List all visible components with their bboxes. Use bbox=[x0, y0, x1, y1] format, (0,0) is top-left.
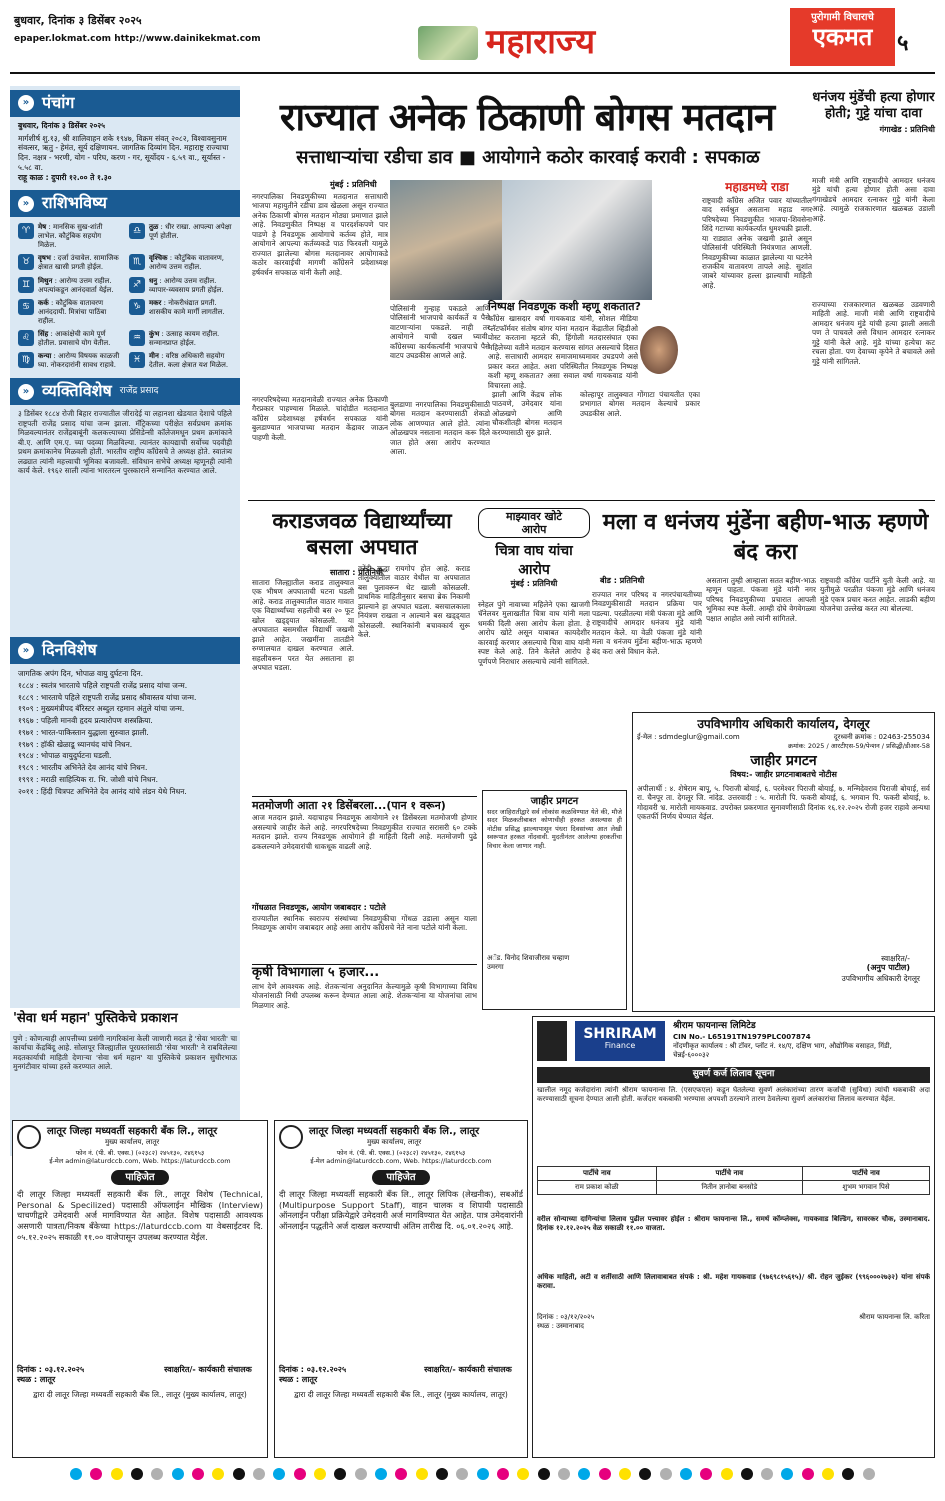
latur-office: मुख्य कार्यालय, लातूर bbox=[366, 1138, 422, 1146]
rashi-entry: धनु : आरोग्य उत्तम राहील. व्यापार-व्यवसाय प्रगती होईल. bbox=[149, 276, 224, 294]
latur-footer-row bbox=[17, 1365, 263, 1386]
zodiac-icon: ♉ bbox=[18, 254, 34, 270]
panchang-date: बुधवार, दिनांक ३ डिसेंबर २०२५ bbox=[18, 120, 106, 130]
matmojani-title: मतमोजणी आता २१ डिसेंबरला...(पान १ वरून) bbox=[252, 796, 477, 813]
list-item: २०११ : हिंदी चित्रपट अभिनेते देव आनंद यांचे लंडन येथे निधन. bbox=[18, 786, 187, 796]
registration-dot bbox=[192, 1468, 204, 1480]
print-registration-marks bbox=[70, 1468, 875, 1482]
nishpaksh-title: निष्पक्ष निवडणूक कशी म्हणू शकतात? bbox=[488, 300, 641, 313]
registration-dot bbox=[700, 1468, 712, 1480]
lead-col-1b: नगरपरिषदेच्या मतदानावेळी राज्यात अनेक ठिकाणी गैरप्रकार पाहण्यास मिळाले. चांदोडीत मतदानात काँग्रेस प्रदेशाध्यक्ष हर्षवर्धन सपकाळ यांनी बुलडाण्यात भाजपाच्या मतदान केंद्रावर जाऊन पाहणी केली. bbox=[252, 395, 388, 442]
dinvishesh-heading bbox=[10, 637, 240, 664]
shriram-contact: अधिक माहिती, अटी व शर्तीसाठी आणि लिलावाबाबत संपर्क : श्री. महेश गायकवाड (९७६९८१५६१५)/ श्री. रोहन जुईकर (९९६०००२७३२) यांना संपर्क करावा. bbox=[537, 1272, 930, 1290]
registration-dot bbox=[375, 1468, 387, 1480]
evm-photo bbox=[502, 180, 652, 300]
shriram-name-cell: नितीन ज्ञानोबा बनसोडे bbox=[656, 1180, 802, 1194]
rashi-text: धीर राखा. आपल्या अपेक्षा पूर्ण होतील. bbox=[149, 223, 232, 241]
registration-dot bbox=[863, 1468, 875, 1480]
rashi-item bbox=[18, 223, 121, 250]
rashi-item bbox=[129, 330, 232, 348]
list-item: १९८९ : भारतीय अभिनेते देव आनंद यांचे निधन. bbox=[18, 763, 148, 772]
section-title: महाराज्य bbox=[486, 22, 596, 62]
chitra-title: चित्रा वाघ यांचा आरोप bbox=[495, 543, 573, 578]
rashi-item bbox=[129, 254, 232, 272]
shriram-company-info bbox=[673, 1021, 930, 1061]
page-number: ५ bbox=[897, 31, 909, 56]
zodiac-icon: ♑ bbox=[129, 299, 145, 315]
rashi-name: तुळ bbox=[149, 223, 159, 232]
registration-dot bbox=[619, 1468, 631, 1480]
rashi-name: सिंह bbox=[38, 330, 49, 339]
rashi-entry: कुंभ : उत्साह कायम राहील. सन्मानप्राप्त होईल. bbox=[149, 330, 220, 348]
registration-dot bbox=[111, 1468, 123, 1480]
karad-dateline: सातारा : प्रतिनिधी bbox=[330, 568, 383, 577]
zodiac-icon: ♍ bbox=[18, 352, 34, 368]
shriram-logo-text: SHRIRAM bbox=[583, 1026, 657, 1042]
arrow-icon: » bbox=[18, 643, 34, 659]
vyakti-heading bbox=[10, 378, 240, 405]
shriram-logo bbox=[575, 1021, 665, 1061]
rashi-name: धनु bbox=[149, 276, 158, 285]
shriram-name-cell: शुभम भगवान पिसे bbox=[802, 1180, 929, 1194]
registration-dot bbox=[90, 1468, 102, 1480]
dhananjay-text-2: राज्याच्या राजकारणात खळबळ उडवणारी माहिती आहे. माजी मंत्री आणि राष्ट्रवादीचे आमदार धनंजय मुंडे यांची हत्या झाली असती पण ते पाचवले असे विधान आमदार रत्नाकर गुट्टे यांनी केले आहे. मुंडे यांच्या हत्येचा कट रचला होता. पण देवाच्या कृपेने ते बचावले असे गुट्टे यांनी सांगितले. bbox=[812, 300, 935, 366]
matmojani-text-2: राज्यातील स्थानिक स्वराज्य संस्थांच्या निवडणुकीचा गोंधळ उडाला असून याला निवडणूक आयोग जबाबदार आहे असा आरोप काँग्रेसचे नेते नाना पटोले यांनी केला. bbox=[252, 913, 477, 933]
bahin-dateline: बीड : प्रतिनिधी bbox=[600, 576, 645, 585]
deglur-office: उपविभागीय अधिकारी कार्यालय, देगलूर bbox=[697, 717, 870, 731]
karad-text-2: कोंडी सुद्धा रायगोप होत आहे. कराड तालुक्यातील वाठार येथील या अपघातात बस पुलावरून थेट खाली कोसळली. प्राथमिक माहितीनुसार बसचा ब्रेक निकामी झाल्याने हा अपघात घडला. बसचालकाला नियंत्रण राखता न आल्याने बस खड्ड्यात कोसळली. स्थानिकांनी बचावकार्य सुरू केले. bbox=[358, 564, 470, 640]
registration-dot bbox=[395, 1468, 407, 1480]
brand-name: एकमत bbox=[812, 23, 873, 51]
karad-headline: कराडजवळ विद्यार्थ्यांच्या बसला अपघात bbox=[272, 509, 452, 560]
bahin-headline: मला व धनंजय मुंडेंना बहीण-भाऊ म्हणणे बंद करा bbox=[602, 510, 929, 565]
registration-dot bbox=[477, 1468, 489, 1480]
deglur-designation: उपविभागीय अधिकारी देगलूर bbox=[841, 973, 920, 983]
dhananjay-text: माजी मंत्री आणि राष्ट्रवादीचे आमदार धनंजय मुंडे यांची हत्या होणार होती असा दावा गंगाखेडचे आमदार रत्नाकर गुट्टे यांनी केला आहे. त्यामुळे राजकारणात खळबळ उडाली आहे. bbox=[812, 176, 935, 223]
shriram-logo-sub: Finance bbox=[604, 1041, 636, 1051]
rashi-text: कौटुंबिक वातावरण आनंददायी. मित्रांचा पाठिंबा राहील. bbox=[38, 298, 107, 325]
panchang-text: मार्गशीर्ष शु.१३, श्री शालिवाहन शके १९४७, विक्रम संवत् २०८२, विश्वावसुनाम संवत्सर, ऋतु - हेमंत, सूर्य दक्षिणायन. जागतिक दिव्यांग दिन. महाराष्ट्र राज्याचा दिन. नक्षत्र - भरणी, योग - परिघ, करण - गर, सूर्योदय - ६.५९ वा., सूर्यास्त - ५.५८ वा. bbox=[18, 133, 229, 172]
registration-dot bbox=[660, 1468, 672, 1480]
registration-dot bbox=[578, 1468, 590, 1480]
rashi-heading bbox=[10, 190, 240, 217]
zodiac-icon: ♏ bbox=[129, 254, 145, 270]
gaikwad-photo bbox=[640, 326, 678, 374]
rashi-item bbox=[129, 223, 232, 250]
header-date: बुधवार, दिनांक ३ डिसेंबर २०२५ bbox=[14, 14, 142, 27]
latur-bank-name: लातूर जिल्हा मध्यवर्ती सहकारी बँक लि., लातूर bbox=[309, 1126, 480, 1137]
shriram-auction-text: वरील सोन्याच्या दागिन्यांचा लिलाव पुढील पत्त्यावर होईल : श्रीराम फायनान्स लि., समर्थ कॉम्प्लेक्स, गायकवाड बिल्डिंग, सावरकर चौक, उस्मानाबाद. दिनांक १२.१२.२०२५ वेळ सकाळी ११.०० वाजता. bbox=[537, 1214, 930, 1232]
arrow-icon: » bbox=[18, 384, 34, 400]
nishpaksh-text: काँग्रेस खासदार वर्षा गायकवाड यांनी, सोशल मीडिया प्लॅटफॉर्मवर संतोष बांगर यांना मतदान केंद्रातील व्हिडीओ पोस्ट करताना म्हटले की, हिंगोली मतदारसंघात एका महिलेच्या वतीने मतदान करण्यास सांगत असल्याचे दिसत आहे. सत्ताधारी आमदार समाजमाध्यमावर उघडपणे असे प्रकार करत आहेत. अशा परिस्थितीत निवडणूक निष्पक्ष कशी म्हणू शकतात? असा सवाल वर्षा गायकवाड यांनी विचारला आहे. bbox=[488, 314, 638, 390]
shriram-text: खालील नमूद कर्जदारांना त्यांनी श्रीराम फायनान्स लि. (एसएफएल) कडून घेतलेल्या सुवर्ण अलंकारांच्या तारण कर्जाची (सुविधा) त्यांची थकबाकी अदा करण्यासाठी सूचना देण्यात आली होती. कर्जदार थकबाकी भरण्यास अपयशी ठरल्याने तारण ठेवलेल्या सुवर्ण अलंकारांचा लिलाव करण्यात येईल. bbox=[537, 1085, 930, 1103]
rashi-entry: कर्क : कौटुंबिक वातावरण आनंददायी. मित्रांचा पाठिंबा राहील. bbox=[38, 298, 107, 325]
shriram-name-cell: राम प्रकाश कोळी bbox=[538, 1180, 657, 1194]
shriram-col-header: पार्टीचे नाव bbox=[802, 1166, 929, 1180]
krushi-text: लाभ देणे आवश्यक आहे. शेतकऱ्यांना अनुदानित केल्यामुळे कृषी विभागाच्या विविध योजनांसाठी निधी उपलब्ध करून देण्यात आला आहे. शेतकऱ्यांना या योजनांचा लाभ मिळणार आहे. bbox=[252, 981, 477, 1010]
arrow-icon: » bbox=[18, 196, 34, 212]
lead-col-1: नगरपालिका निवडणुकीच्या मतदानात सत्ताधारी भाजपा महायुतीने रडीचा डाव खेळला असून राज्यात अनेक ठिकाणी बोगस मतदान मोठ्या प्रमाणात झाले आहे. निवडणुकीत निष्पक्ष व पारदर्शकपणे पार पाडणे हे निवडणूक आयोगाचे कर्तव्य होते, मात्र आयोगाने आपल्या कर्तव्यकडे पाठ फिरवली यामुळे राज्यात झालेल्या बोगस मतदानावर आयोगाकडे कठोर कारवाईची मागणी काँग्रेसने प्रदेशाध्यक्ष हर्षवर्धन सपकाळ यांनी केली आहे. bbox=[252, 192, 388, 277]
shriram-table bbox=[537, 1166, 930, 1195]
rashi-item bbox=[18, 352, 121, 370]
registration-dot bbox=[456, 1468, 468, 1480]
zodiac-icon: ♎ bbox=[129, 223, 145, 239]
rashi-entry: मेष : मानसिक सुख-शांती लाभेल. कौटुंबिक सहयोग मिळेल. bbox=[38, 223, 103, 250]
list-item: १९६७ : पहिली मानवी हृदय प्रत्यारोपण शस्त्रक्रिया. bbox=[18, 716, 153, 725]
rashi-name: मकर bbox=[149, 298, 162, 307]
dinvishesh-list bbox=[10, 664, 240, 801]
mahad-title: महाडमध्ये राडा bbox=[725, 180, 789, 194]
panchang-title: पंचांग bbox=[42, 93, 75, 112]
maharashtra-map-image bbox=[418, 26, 478, 60]
latur-sign: स्वाक्षरित/- कार्यकारी संचालक bbox=[424, 1364, 512, 1374]
registration-dot bbox=[314, 1468, 326, 1480]
bahin-text-2: असताना तुम्ही आम्हाला सतत बहीण-भाऊ म्हणून पाहता. पंकजा मुंडे यांनी नगर परिषद निवडणुकीच्या प्रचारात आपली भूमिका स्पष्ट केली. आम्ही दोघे वेगवेगळ्या पक्षात आहोत असे त्यांनी सांगितले. bbox=[706, 576, 816, 623]
mahad-box bbox=[702, 180, 812, 500]
shriram-date: दिनांक : ०३/१२/२०२५ bbox=[537, 1312, 595, 1321]
rashi-item bbox=[18, 254, 121, 272]
registration-dot bbox=[70, 1468, 82, 1480]
bahin-text-3: राष्ट्रवादी काँग्रेस पार्टीने युती केली आहे. या युतीमुळे परळीत पंकजा मुंडे आणि धनंजय मुंडे एकत्र प्रचार करत आहेत. लाडकी बहीण योजनेचा उल्लेख करत त्या बोलल्या. bbox=[820, 576, 935, 614]
jahir-sign: अॅड. विनोद शिवाजीराव चव्हाण bbox=[487, 954, 570, 962]
latur-bank-name: लातूर जिल्हा मध्यवर्ती सहकारी बँक लि., लातूर bbox=[47, 1126, 218, 1137]
rashi-item bbox=[129, 352, 232, 370]
zodiac-icon: ♓ bbox=[129, 352, 145, 368]
shriram-cin: CIN No.- L65191TN1979PLC007874 bbox=[673, 1032, 811, 1041]
registration-dot bbox=[497, 1468, 509, 1480]
latur-footer: द्वारा दी लातूर जिल्हा मध्यवर्ती सहकारी बँक लि., लातूर (मुख्य कार्यालय, लातूर) bbox=[33, 1389, 247, 1399]
deglur-signer: (अनुप पाटील) bbox=[866, 963, 910, 973]
shriram-address: नोंदणीकृत कार्यालय : श्री टॉवर, प्लॉट नं. १४/ए, दक्षिण भाग, औद्योगिक वसाहत, गिंडी, चेन्नई-६०००३२ bbox=[673, 1041, 892, 1059]
registration-dot bbox=[741, 1468, 753, 1480]
zodiac-icon: ♒ bbox=[129, 330, 145, 346]
registration-dot bbox=[822, 1468, 834, 1480]
lead-subheadline: सत्ताधाऱ्यांचा रडीचा डाव ■ आयोगाने कठोर कारवाई करावी : सपकाळ bbox=[296, 147, 760, 168]
latur-place: स्थळ : लातूर bbox=[17, 1375, 56, 1385]
zodiac-icon: ♌ bbox=[18, 330, 34, 346]
mahad-text: राष्ट्रवादी काँग्रेस अजित पवार यांच्यातील वाद सर्वश्रुत असताना महाड नगर परिषदेच्या निवडणुकीत भाजपा-शिवसेना शिंदे गटाच्या कार्यकर्त्यांत धुमश्चक्री झाली. या राड्यात अनेक जखमी झाले असून पोलिसांनी परिस्थिती नियंत्रणात आणली. निवडणुकीच्या काळात झालेल्या या घटनेने राजकीय वातावरण तापले आहे. सुशांत जाबरे यांच्यावर हल्ला झाल्याची माहिती आहे. bbox=[702, 195, 812, 290]
registration-dot bbox=[781, 1468, 793, 1480]
latur-banner: पाहिजेत bbox=[372, 1170, 429, 1185]
latur-text: दी लातूर जिल्हा मध्यवर्ती सहकारी बँक लि., लातूर लिपिक (लेखनीक), सबऑर्ड (Multipurpose Support Staff), वाहन चालक व शिपायी पदासाठी ऑनलाईन परीक्षा प्रक्रियेद्वारे उमेदवारी अर्ज मागविण्यात येत आहेत. पात्र उमेदवारांनी ऑनलाईन पद्धतीने अर्ज दाखल करण्याची अंतिम तारीख दि. ०६.०१.२०२६ आहे. bbox=[279, 1188, 523, 1231]
sidebar bbox=[10, 86, 240, 1156]
shriram-footer bbox=[537, 1313, 930, 1331]
zodiac-icon: ♊ bbox=[18, 277, 34, 293]
latur-sign: स्वाक्षरित/- कार्यकारी संचालक bbox=[164, 1364, 252, 1374]
registration-dot bbox=[172, 1468, 184, 1480]
jahir-pragatan-ad bbox=[482, 790, 627, 1010]
lead-dateline: मुंबई : प्रतिनिधी bbox=[330, 180, 377, 189]
bank-logo-icon bbox=[17, 1125, 41, 1149]
bank-logo-icon bbox=[279, 1125, 303, 1149]
rashi-name: कन्या bbox=[38, 352, 52, 361]
rashi-entry: सिंह : आकांक्षेची कामे पूर्ण होतील. प्रवासाचे योग येतील. bbox=[38, 330, 111, 348]
list-item: १९८४ : भोपाळ वायुदुर्घटना घडली. bbox=[18, 751, 112, 761]
chitra-box bbox=[478, 508, 590, 589]
deglur-text: अपीलार्थी : ४. शेषेराम बापू, ५. पिराजी बोयाई, ६. परमेश्वर पिराजी बोयाई, ७. मन्मिदेवराव पिराजी बोयाई, सर्व रा. चैनपूर ता. देगलूर जि. नांदेड. उत्तरवादी : ५. मारोती पि. फकरी बोयाई, ६. भगवान पि. फकरी बोयाई, ७. गोदावरी भ्र. मारोती मायकवाड. उपरोक्त प्रकरणात सुनावणीसाठी दिनांक १६.१२.२०२५ रोजी हजर राहावे अन्यथा एकतर्फी निर्णय घेण्यात येईल. bbox=[637, 783, 930, 822]
shriram-header bbox=[537, 1021, 930, 1061]
registration-dot bbox=[802, 1468, 814, 1480]
chitra-banner: माझ्यावर खोटे आरोप bbox=[478, 508, 590, 538]
latur-banner: पाहिजेत bbox=[111, 1170, 168, 1185]
deglur-ref: क्रमांक: 2025 / आरटीएस-59/पेन्शन / प्रसिद्धी/डीआर-58 bbox=[788, 741, 930, 750]
zodiac-icon: ♋ bbox=[18, 299, 34, 315]
rashi-entry: मीन : वरिष्ठ अधिकारी सहयोग देतील. कला क्षेत्रात यश मिळेल. bbox=[149, 352, 229, 370]
rashi-name: कर्क bbox=[38, 298, 49, 307]
rashi-item bbox=[129, 277, 232, 295]
rashi-item bbox=[129, 299, 232, 326]
dhananjay-article bbox=[812, 90, 935, 136]
dinvishesh-title: दिनविशेष bbox=[42, 640, 97, 660]
rashi-text: आरोग्य उत्तम राहील. व्यापार-व्यवसाय प्रगती होईल. bbox=[149, 276, 224, 294]
registration-dot bbox=[639, 1468, 651, 1480]
chitra-text: स्नेहल पुंगे नावाच्या महिलेने एका खाजगी चॅनेलवर मुलाखतीत चित्रा वाघ यांनी मला धमकी दिली असा आरोप केला होता. हे आरोप खोटे असून याबाबत कायदेशीर कारवाई करणार असल्याचे चित्रा वाघ यांनी स्पष्ट केले आहे. तिने केलेले आरोप हे पूर्णपणे निराधार असल्याचे त्यांनी सांगितले. bbox=[478, 600, 590, 666]
section-rule bbox=[248, 500, 935, 501]
lead-col-2b: बुलडाणा नगरपालिका निवडणुकीसाठी बोगस मतदान करण्यासाठी शेकडो लोक आणण्यात आले होते. त्यांना ओळखपत्र नसताना मतदान करू दिले जात होते असा आरोप करण्यात आला. bbox=[390, 400, 490, 457]
krushi-title: कृषी विभागाला ५ हजार... bbox=[252, 964, 477, 982]
vyakti-name: राजेंद्र प्रसाद bbox=[119, 385, 159, 396]
shriram-col-header: पार्टीचे नाव bbox=[538, 1166, 657, 1180]
rashi-text: कौटुंबिक वातावरण, आरोग्य उत्तम राहील. bbox=[149, 254, 225, 272]
vyakti-title: व्यक्तिविशेष bbox=[42, 381, 112, 401]
registration-dot bbox=[416, 1468, 428, 1480]
rashi-text: उत्साह कायम राहील. सन्मानप्राप्त होईल. bbox=[149, 330, 220, 348]
rashi-entry: वृश्चिक : कौटुंबिक वातावरण, आरोग्य उत्तम राहील. bbox=[149, 254, 225, 272]
matmojani-article bbox=[252, 796, 477, 1022]
deglur-subject: विषय:- जाहीर प्रगटनाबाबतचे नोटीस bbox=[730, 770, 837, 780]
rashi-item bbox=[18, 299, 121, 326]
deglur-email: ई-मेल : sdmdeglur@gmail.com bbox=[637, 732, 740, 741]
nishpaksh-col-a: झाली आणि केंद्रच लोक पाठवणे, उमेदवार यांना ओळखणे आणि चौकशीतही बोगस मतदान करण्यासाठी सुरु झाले. bbox=[492, 390, 562, 437]
vyakti-text: ३ डिसेंबर १८८४ रोजी बिहार राज्यातील जीरादेई या लहानशा खेडयात देशाचे पहिले राष्ट्रपती राजेंद्र प्रसाद यांचा जन्म झाला. मॅट्रिकच्या परीक्षेत सर्वप्रथम क्रमांक मिळवल्यानंतर राजेंद्रबाबूंनी कलकत्त्याच्या प्रेसिडेन्सी कॉलेजमधून प्रथम क्रमांकाने बी.ए. आणि एम.ए. च्या पदव्या मिळविल्या. त्यानंतर कायद्याची सर्वोच्च पदवीही प्रथम क्रमांकानेच मिळवली होती. भारतीय राष्ट्रीय काँग्रेसचे ते अध्यक्ष होते. स्वातंत्र्य लढ्यात त्यांनी महत्त्वाची भूमिका बजावली. संविधान सभेचे अध्यक्ष म्हणूनही त्यांनी कार्य केले. १९६२ साली त्यांना भारतरत्न पुरस्काराने सन्मानित करण्यात आले. bbox=[18, 409, 232, 476]
latur-phone: फोन नं. (पी. बी. एक्स.) (०२३८२) २४५१३०, २४६१५३ bbox=[75, 1149, 205, 1157]
registration-dot bbox=[253, 1468, 265, 1480]
zodiac-icon: ♐ bbox=[129, 277, 145, 293]
list-item: १९९१ : मराठी साहित्यिक रा. भि. जोशी यांचे निधन. bbox=[18, 774, 159, 784]
rashi-item bbox=[18, 330, 121, 348]
registration-dot bbox=[680, 1468, 692, 1480]
rashi-name: कुंभ bbox=[149, 330, 160, 339]
deglur-phone: दूरध्वनी क्रमांक : 02463-255034 bbox=[833, 732, 930, 741]
list-item: १८८९ : भारताचे पहिले राष्ट्रपती राजेंद्र प्रसाद श्रीवास्तव यांचा जन्म. bbox=[18, 692, 197, 702]
table-row bbox=[538, 1180, 930, 1194]
shriram-sign: श्रीराम फायनान्स लि. करिता bbox=[859, 1312, 930, 1321]
latur-phone: फोन नं. (पी. बी. एक्स.) (०२३८२) २४५१३०, २४६१५३ bbox=[336, 1149, 466, 1157]
shriram-table-header bbox=[538, 1166, 930, 1180]
latur-place: स्थळ : लातूर bbox=[279, 1375, 318, 1385]
rashi-name: वृषभ bbox=[38, 254, 51, 263]
rashi-entry: तुळ : धीर राखा. आपल्या अपेक्षा पूर्ण होतील. bbox=[149, 223, 232, 241]
latur-email: ई-मेल admin@laturdccb.com, Web. https://laturdccb.com bbox=[49, 1157, 231, 1166]
latur-footer-row bbox=[279, 1365, 523, 1386]
brand-tagline: पुरोगामी विचाराचे bbox=[811, 12, 874, 23]
latur-text: दी लातूर जिल्हा मध्यवर्ती सहकारी बँक लि., लातूर विशेष (Technical, Personal & Specilized) पदासाठी ऑफलाईन मौखिक (Interview) चाचणीद्वारे उमेदवारी अर्ज मागविण्यात येत आहेत. विशेष पदासाठी आवश्यक असणारी पात्रता/निकष बँकेच्या https://laturdccb.com या वेबसाईटवर दि. ०५.१२.२०२५ सकाळी ११.०० वाजेपासून उपलब्ध करण्यात येईल. bbox=[17, 1188, 263, 1242]
list-item: १८८४ : स्वतंत्र भारताचे पहिले राष्ट्रपती राजेंद्र प्रसाद यांचा जन्म. bbox=[18, 680, 188, 690]
registration-dot bbox=[721, 1468, 733, 1480]
shriram-auction-ad bbox=[532, 1016, 935, 1458]
latur-bank-ad-2 bbox=[274, 1120, 528, 1458]
brand-logo bbox=[790, 8, 895, 66]
latur-email: ई-मेल admin@laturdccb.com, Web. https://laturdccb.com bbox=[310, 1157, 492, 1166]
rashi-text: वरिष्ठ अधिकारी सहयोग देतील. कला क्षेत्रात यश मिळेल. bbox=[149, 352, 229, 370]
rashi-title: राशिभविष्य bbox=[42, 193, 107, 213]
dhananjay-title: धनंजय मुंडेंची हत्या होणार होती; गुट्टे यांचा दावा bbox=[812, 90, 935, 121]
registration-dot bbox=[334, 1468, 346, 1480]
registration-dot bbox=[151, 1468, 163, 1480]
karad-text: सातारा जिल्ह्यातील कराड तालुक्यात एक भीषण अपघाताची घटना घडली आहे. कराड तालुक्यातील वाठार गावात एक विद्यार्थ्यांच्या सहलीची बस २० फूट खोल खड्ड्यात कोसळली. या अपघातात बसमधील विद्यार्थी जखमी झाले आहेत. जखमींना तातडीने रुग्णालयात दाखल करण्यात आले. सहलीवरून परत येत असताना हा अपघात घडला. bbox=[252, 578, 354, 673]
registration-dot bbox=[355, 1468, 367, 1480]
rashi-text: आकांक्षेची कामे पूर्ण होतील. प्रवासाचे योग येतील. bbox=[38, 330, 111, 348]
shriram-notice-title: सुवर्ण कर्ज लिलाव सूचना bbox=[537, 1067, 930, 1083]
shriram-company: श्रीराम फायनान्स लिमिटेड bbox=[673, 1021, 756, 1031]
deglur-sign: स्वाक्षरित/- bbox=[881, 953, 910, 963]
shriram-col-header: पार्टीचे नाव bbox=[656, 1166, 802, 1180]
rashi-item bbox=[18, 277, 121, 295]
seva-text: पुणे : कोणत्याही आपत्तीच्या प्रसंगी नागरिकांना केली जाणारी मदत हे 'सेवा भारती' चा कार्याचा केंद्रबिंदू आहे. सोलापूर जिल्ह्यातील पूरग्रस्तांसाठी 'सेवा भारती' ने राबविलेल्या मदतकार्याची माहिती देणाऱ्या 'सेवा धर्म महान' या पुस्तिकेचे प्रकाशन सुधीरभाऊ मुनगंटीवार यांच्या हस्ते करण्यात आले. bbox=[13, 1033, 237, 1072]
panchang-body bbox=[10, 117, 240, 187]
registration-dot bbox=[212, 1468, 224, 1480]
panchang-rahu: राहू काळ : दुपारी १२.०० ते १.३० bbox=[18, 172, 112, 182]
registration-dot bbox=[436, 1468, 448, 1480]
deglur-notice-ad bbox=[632, 712, 935, 1012]
matmojani-text: आज मतदान झाले. यदाचाहच निवडणूक आयोगाने २१ डिसेंबरला मतमोजणी होणार असल्याचे जाहीर केले आहे. नगरपरिषदेच्या निवडणुकीत राज्यात सरासरी ६० टक्के मतदान झाले. राज्य निवडणूक आयोगाने ही माहिती दिली आहे. मतमोजणी पुढे ढकलल्याने उमेदवारांची धाकधूक वाढली आहे. bbox=[252, 813, 477, 851]
rashi-entry: मिथुन : आरोग्य उत्तम राहील. अपत्यांकडून आनंदवार्ता येईल. bbox=[38, 276, 114, 294]
nishpaksh-col-b: कोल्हापूर तालुक्यात गोंगाटा पंचायतीत एका प्रभागात बोगस मतदान केल्याचे प्रकार उघडकीस आले. bbox=[580, 390, 700, 418]
lead-headline: राज्यात अनेक ठिकाणी बोगस मतदान bbox=[279, 94, 775, 139]
registration-dot bbox=[294, 1468, 306, 1480]
latur-bank-ad-1 bbox=[12, 1120, 268, 1458]
latur-office: मुख्य कार्यालय, लातूर bbox=[104, 1138, 160, 1146]
rashi-name: मिथुन bbox=[38, 276, 53, 285]
shriram-figure-icon bbox=[537, 1021, 567, 1061]
jahir-place: उमरगा bbox=[487, 963, 504, 972]
arrow-icon: » bbox=[18, 95, 34, 111]
registration-dot bbox=[131, 1468, 143, 1480]
rashi-name: मेष bbox=[38, 223, 47, 232]
list-item: १९७१ : भारत-पाकिस्तान युद्धाला सुरुवात झाली. bbox=[18, 727, 149, 737]
header-rule bbox=[10, 72, 935, 74]
rashi-text: मानसिक सुख-शांती लाभेल. कौटुंबिक सहयोग मिळेल. bbox=[38, 223, 103, 250]
registration-dot bbox=[558, 1468, 570, 1480]
sapkal-photo bbox=[390, 180, 502, 300]
latur-ad-header bbox=[17, 1125, 263, 1149]
rashi-name: मीन bbox=[149, 352, 159, 361]
rashi-text: दर्जा उंचावेल. सामाजिक क्षेत्रात खासी प्रगती होईल. bbox=[38, 254, 119, 272]
rashi-entry: मकर : नोकरीधंद्यात प्रगती. शासकीय कामे मार्गी लागतील. bbox=[149, 298, 225, 316]
seva-title: 'सेवा धर्म महान' पुस्तिकेचे प्रकाशन bbox=[10, 1008, 240, 1031]
bahin-text: राज्यात नगर परिषद व नगरपंचायतीच्या निवडणुकीसाठी मतदान प्रक्रिया पार पडल्या. परळीतल्या मंत्री पंकजा मुंडे आणि राष्ट्रवादीचे आमदार धनंजय मुंडे यांनी मतदान केले. या वेळी पंकजा मुंडे यांनी मला व धनंजय मुंडेंना बहीण-भाऊ म्हणणे बंद करा असे विधान केले. bbox=[592, 590, 702, 656]
registration-dot bbox=[599, 1468, 611, 1480]
deglur-contact bbox=[637, 733, 930, 742]
registration-dot bbox=[517, 1468, 529, 1480]
latur-date: दिनांक : ०३.१२.२०२५ bbox=[279, 1364, 347, 1374]
latur-date: दिनांक : ०३.१२.२०२५ bbox=[17, 1364, 85, 1374]
chitra-dateline: मुंबई : प्रतिनिधी bbox=[510, 578, 558, 588]
registration-dot bbox=[538, 1468, 550, 1480]
jahir-text: सदर जाहिरातीद्वारे सर्व लोकांस कळविण्यात येते की, मौजे सदर मिळकतीबाबत कोणाचीही हरकत असल्यास ही नोटीस प्रसिद्ध झाल्यापासून पंधरा दिवसांच्या आत लेखी स्वरूपात हरकत नोंदवावी. मुदतीनंतर आलेल्या हरकतींचा विचार केला जाणार नाही. bbox=[487, 808, 622, 850]
rashi-entry: वृषभ : दर्जा उंचावेल. सामाजिक क्षेत्रात खासी प्रगती होईल. bbox=[38, 254, 119, 272]
vyakti-body bbox=[10, 405, 240, 633]
registration-dot bbox=[233, 1468, 245, 1480]
list-item: १९०९ : मुख्यमंत्रीपद बॅरिस्टर अब्दुल रहमान अंतुले यांचा जन्म. bbox=[18, 704, 185, 714]
deglur-title: जाहीर प्रगटन bbox=[750, 753, 817, 770]
panchang-heading bbox=[10, 90, 240, 117]
matmojani-sub: गोंधळात निवडणूक, आयोग जबाबदार : पटोले bbox=[252, 903, 386, 913]
rashi-text: नोकरीधंद्यात प्रगती. शासकीय कामे मार्गी लागतील. bbox=[149, 298, 225, 316]
registration-dot bbox=[273, 1468, 285, 1480]
rashi-text: आरोग्य विषयक काळजी घ्या. नोकरदारांनी सावध राहावे. bbox=[38, 352, 120, 370]
seva-article bbox=[10, 1008, 240, 1075]
rashi-name: वृश्चिक bbox=[149, 254, 168, 263]
list-item: १९७९ : हॉकी खेळाडू ध्यानचंद यांचे निधन. bbox=[18, 739, 133, 749]
lead-col-2: पोलिसांनी गुन्हाह पकडले आणि पोलिसांनी भाजपाचे कार्यकर्ते व पैसे वाटणाऱ्यांना पकडले. नाही तर आयोगाने याची दखल घ्यावी. काँग्रेसच्या कार्यकर्त्यांनी भाजपाचे पैसे वाटप उघडकीस आणले आहे. bbox=[390, 304, 490, 361]
dhananjay-dateline: गंगाखेड : प्रतिनिधी bbox=[879, 125, 935, 135]
header-url[interactable]: epaper.lokmat.com http://www.dainikekmat.com bbox=[14, 34, 261, 44]
latur-ad-header bbox=[279, 1125, 523, 1149]
rashi-entry: कन्या : आरोग्य विषयक काळजी घ्या. नोकरदारांनी सावध राहावे. bbox=[38, 352, 120, 370]
registration-dot bbox=[761, 1468, 773, 1480]
registration-dot bbox=[842, 1468, 854, 1480]
shriram-place: स्थळ : उस्मानाबाद bbox=[537, 1321, 584, 1330]
zodiac-icon: ♈ bbox=[18, 223, 34, 239]
rashi-text: आरोग्य उत्तम राहील. अपत्यांकडून आनंदवार्ता येईल. bbox=[38, 276, 114, 294]
list-item: जागतिक अपंग दिन, भोपाळ वायु दुर्घटना दिन. bbox=[18, 669, 144, 678]
latur-footer: द्वारा दी लातूर जिल्हा मध्यवर्ती सहकारी बँक लि., लातूर (मुख्य कार्यालय, लातूर) bbox=[294, 1389, 508, 1399]
jahir-title: जाहीर प्रगटन bbox=[530, 796, 579, 807]
rashi-grid bbox=[10, 217, 240, 376]
